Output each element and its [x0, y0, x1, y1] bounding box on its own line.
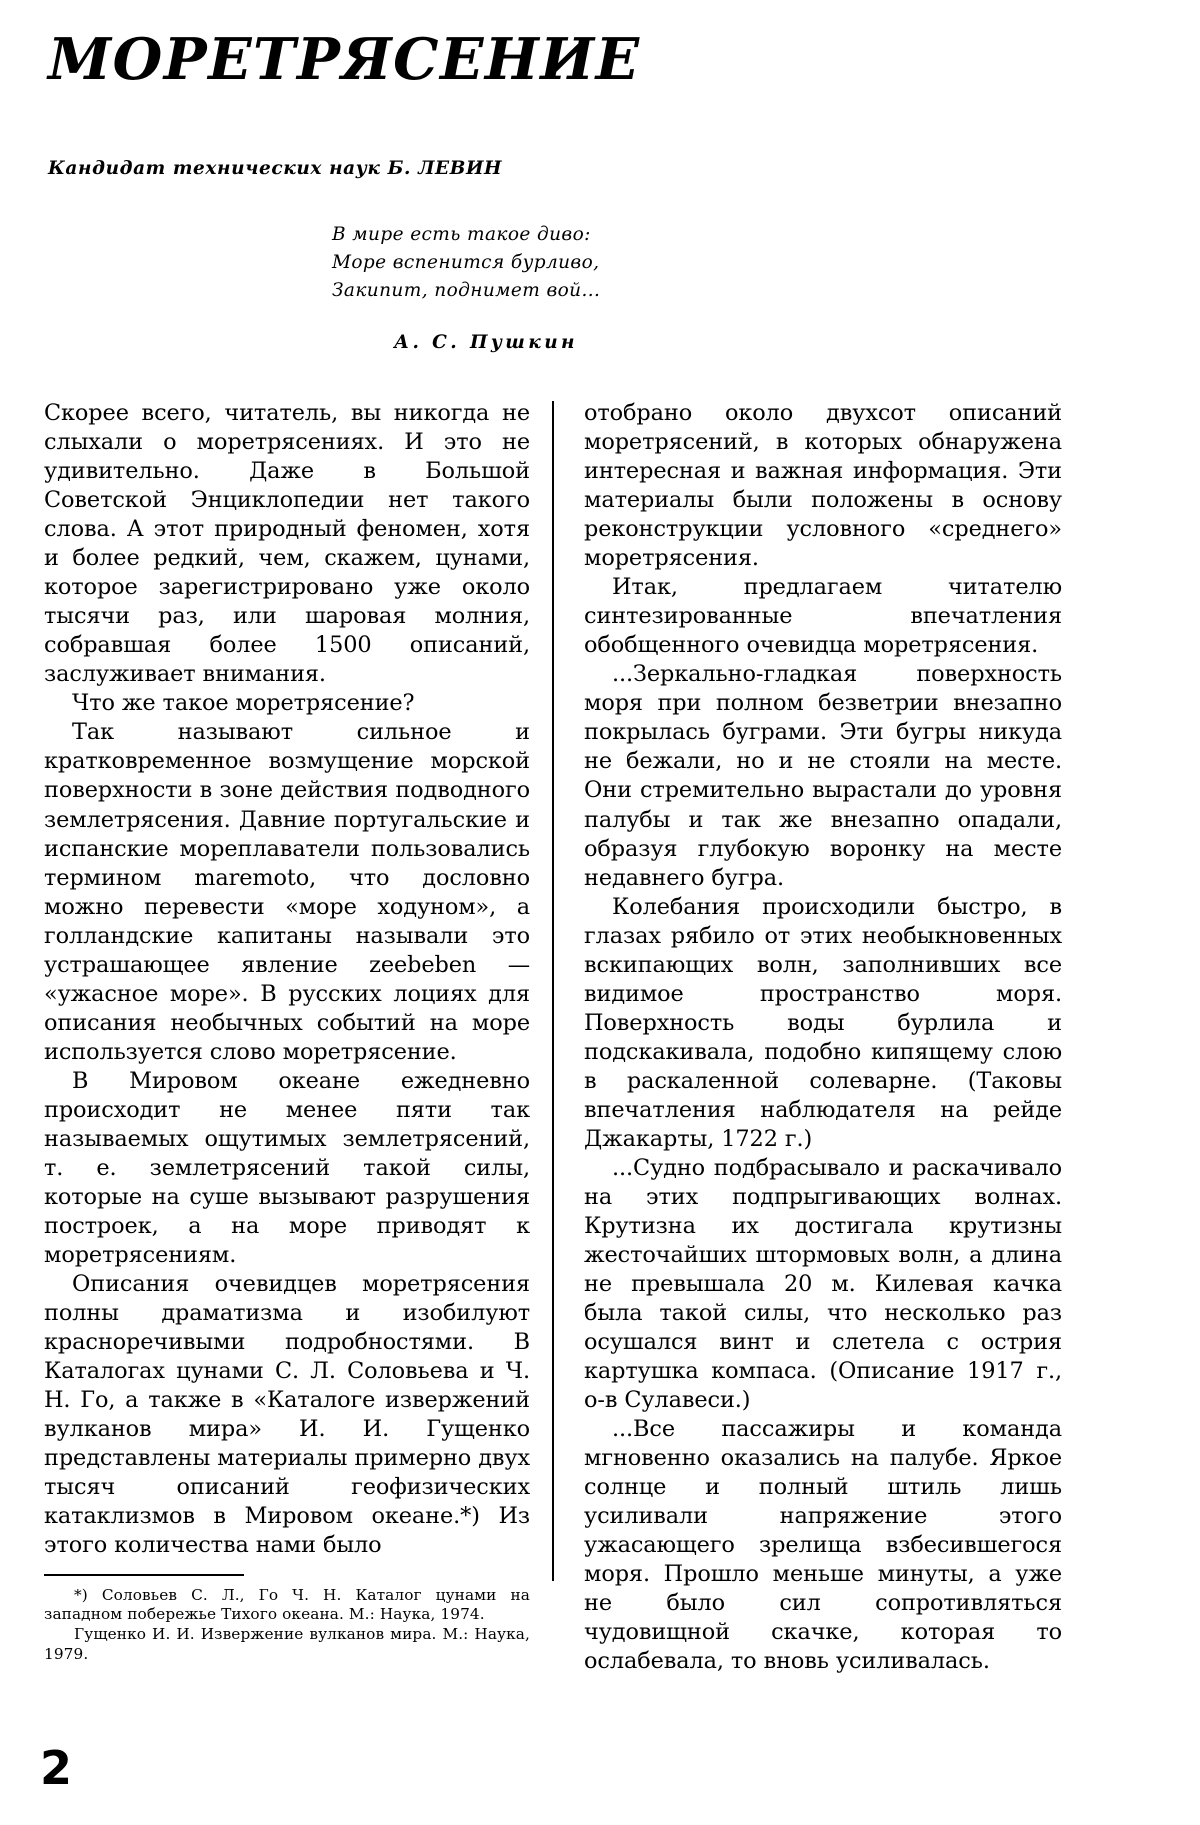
- footnote-divider: [44, 1574, 244, 1576]
- paragraph: В Мировом океане ежедневно происходит не менее пяти так называемых ощутимых землетрясений, т. е. землетрясений такой силы, которые на суше вызывают разрушения построек, а на море приводят к моретрясениям.: [44, 1067, 530, 1268]
- epigraph: [332, 221, 1156, 357]
- paragraph: ...Все пассажиры и команда мгновенно оказались на палубе. Яркое солнце и полный штиль лишь усиливали напряжение этого ужасающего зрелища взбесившегося моря. Прошло меньше минуты, а уже не было сил сопротивляться чудовищной скачке, которая то ослабевала, то вновь усиливалась.: [584, 1415, 1062, 1674]
- right-column: [554, 399, 1062, 1676]
- paragraph: Что же такое моретрясение?: [72, 690, 415, 717]
- paragraph: ...Зеркально-гладкая поверхность моря при полном безветрии внезапно покрылась буграми. Эти бугры никуда не бежали, но и не стояли на месте. Они стремительно вырастали до уровня палубы и так же внезапно опадали, образуя глубокую воронку на месте недавнего бугра.: [584, 661, 1062, 891]
- paragraph: Колебания происходили быстро, в глазах рябило от этих необыкновенных вскипающих волн, заполнивших все видимое пространство моря. Поверхность воды бурлила и подскакивала, подобно кипящему слою в раскаленной солеварне. (Таковы впечатления наблюдателя на рейде Джакарты, 1722 г.): [584, 893, 1062, 1152]
- page-number: 2: [40, 1741, 73, 1795]
- footnote: *) Соловьев С. Л., Го Ч. Н. Каталог цунами на западном побережье Тихого океана. М.: Наука, 1974.: [44, 1585, 530, 1624]
- paragraph: Итак, предлагаем читателю синтезированные впечатления обобщенного очевидца моретрясения.: [584, 574, 1062, 659]
- paragraph: Так называют сильное и кратковременное возмущение морской поверхности в зоне действия подводного землетрясения. Давние португальские и испанские мореплаватели пользовались термином maremoto, что дословно можно перевести «море ходуном», а голландские капитаны называли это устрашающее явление zeebeben — «ужасное море». В русских лоциях для описания необычных событий на море используется слово моретрясение.: [44, 719, 530, 1065]
- article-body: [44, 399, 1156, 1676]
- paragraph: ...Судно подбрасывало и раскачивало на этих подпрыгивающих волнах. Крутизна их достигала крутизны жесточайших штормовых волн, а длина не превышала 20 м. Килевая качка была такой силы, что несколько раз осушался винт и слетела с острия картушка компаса. (Описание 1917 г., о-в Сулавеси.): [584, 1154, 1062, 1413]
- footnote: Гущенко И. И. Извержение вулканов мира. М.: Наука, 1979.: [44, 1625, 530, 1663]
- left-column: [44, 399, 552, 1676]
- paragraph: Скорее всего, читатель, вы никогда не слыхали о моретрясениях. И это не удивительно. Даже в Большой Советской Энциклопедии нет такого слова. А этот природный феномен, хотя и более редкий, чем, скажем, цунами, которое зарегистрировано уже около тысячи раз, или шаровая молния, собравшая более 1500 описаний, заслуживает внимания.: [44, 400, 530, 688]
- paragraph: отобрано около двухсот описаний моретрясений, в которых обнаружена интересная и важная информация. Эти материалы были положены в основу реконструкции условного «среднего» моретрясения.: [584, 400, 1062, 572]
- author-byline: Кандидат технических наук Б. ЛЕВИН: [48, 157, 503, 179]
- paragraph: Описания очевидцев моретрясения полны драматизма и изобилуют красноречивыми подробностями. В Каталогах цунами С. Л. Соловьева и Ч. Н. Го, а также в «Каталоге извержений вулканов мира» И. И. Гущенко представлены материалы примерно двух тысяч описаний геофизических катаклизмов в Мировом океане.*) Из этого количества нами было: [44, 1270, 530, 1558]
- epigraph-line-1: В мире есть такое диво:: [332, 223, 591, 245]
- epigraph-line-3: Закипит, поднимет вой...: [332, 280, 601, 302]
- page-title: МОРЕТРЯСЕНИЕ: [48, 26, 641, 93]
- epigraph-line-2: Море вспенится бурливо,: [332, 251, 600, 273]
- epigraph-author: А. С. Пушкин: [394, 332, 578, 354]
